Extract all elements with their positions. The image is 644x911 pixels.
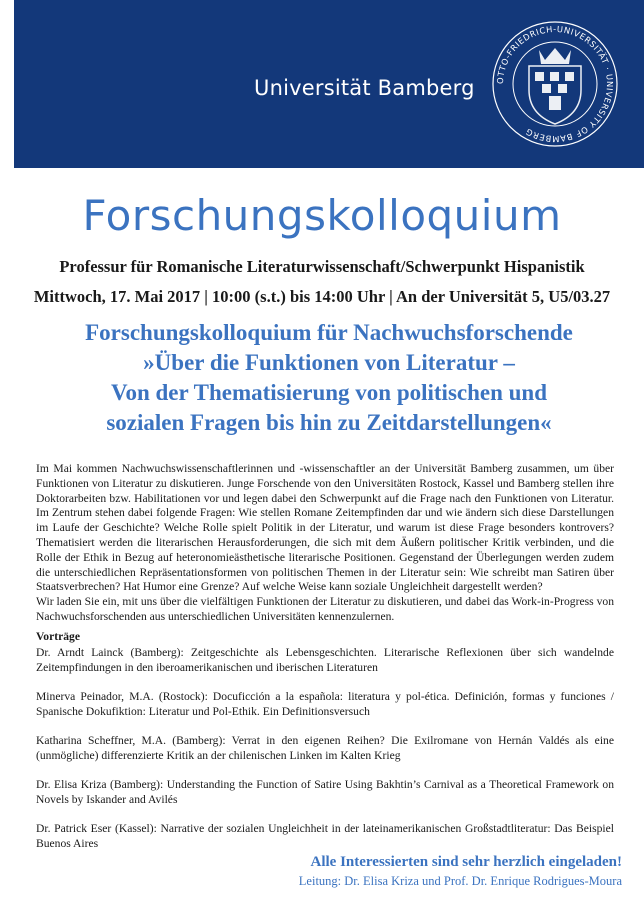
university-seal-logo (489, 18, 621, 150)
invitation-text: Alle Interessierten sind sehr herzlich eingeladen! (310, 854, 622, 870)
university-name: Universität Bamberg (254, 76, 475, 100)
event-title-line: sozialen Fragen bis hin zu Zeitdarstellungen« (106, 410, 552, 435)
talk-item: Katharina Scheffner, M.A. (Bamberg): Verrat in den eigenen Reihen? Die Exilromane von Hernán Valdés als eine (unmögliche) differenzierte Kritik an der chilenischen Linken im Kalten Krieg (36, 733, 614, 762)
abstract (36, 462, 614, 625)
svg-text:OTTO-FRIEDRICH-UNIVERSITÄT · U: OTTO-FRIEDRICH-UNIVERSITÄT · UNIVERSITY OF BAMBERG (494, 23, 616, 145)
event-title-line: Forschungskolloquium für Nachwuchsforschende (85, 320, 573, 345)
closing (299, 852, 622, 889)
event-title (14, 318, 644, 438)
talks-section (36, 630, 614, 866)
organizers-text: Leitung: Dr. Elisa Kriza und Prof. Dr. Enrique Rodrigues-Moura (298, 874, 622, 888)
page-title: Forschungskolloquium (82, 191, 562, 240)
talks-heading: Vorträge (36, 630, 80, 643)
abstract-paragraph: Wir laden Sie ein, mit uns über die vielfältigen Funktionen der Literatur zu diskutieren, und dabei das Work-in-Progress von Nachwuchsforschenden aus unterschiedlichen Universitäten kennenzulernen. (36, 595, 614, 623)
date-location-line: Mittwoch, 17. Mai 2017 | 10:00 (s.t.) bis 14:00 Uhr | An der Universität 5, U5/03.27 (33, 287, 611, 306)
abstract-paragraph: Im Mai kommen Nachwuchswissenschaftlerinnen und -wissenschaftler an der Universität Bamberg zusammen, um über Funktionen von Literatur zu diskutieren. Junge Forschende von den Universitäten Rostock, Kassel und Bamberg stellen ihre Doktorarbeiten bzw. Habilitationen vor und legen dabei den Schwerpunkt auf die Frage nach den Funktionen von Literatur. Im Zentrum stehen dabei folgende Fragen: Wie stellen Romane Zeitempfinden dar und wie ändern sich diese Darstellungen im Laufe der Geschichte? Welche Rolle spielt Politik in der Literatur, und warum ist diese Frage besonders kontrovers? Thematisiert werden die literarischen Herausforderungen, die sich mit dem Äußern politischer Kritik verbinden, und die Rolle der Ethik in Bezug auf heteronomieästhetische literarische Positionen. Gegenstand der Überlegungen werden zudem die unterschiedlichen Repräsentationsformen von politischen Themen in der Literatur sein: Wie schreibt man Satiren über Staatsverbrechen? Hat Humor eine Grenze? Auf welche Weise kann soziale Ungleichheit dargestellt werden? (36, 462, 614, 594)
talk-item: Dr. Patrick Eser (Kassel): Narrative der sozialen Ungleichheit in der lateinamerikanischen Großstadtliteratur: Das Beispiel Buenos Aires (36, 822, 614, 850)
subtitle: Professur für Romanische Literaturwissenschaft/Schwerpunkt Hispanistik (59, 257, 585, 276)
event-title-line: »Über die Funktionen von Literatur – (143, 350, 515, 375)
event-title-line: Von der Thematisierung von politischen und (110, 380, 548, 405)
talk-item: Dr. Arndt Lainck (Bamberg): Zeitgeschichte als Lebensgeschichten. Literarische Reflexionen über sich wandelnde Zeitempfindungen in den iberoamerikanischen und iberischen Literaturen (36, 645, 614, 674)
talk-item: Dr. Elisa Kriza (Bamberg): Understanding the Function of Satire Using Bakhtin’s Carnival as a Theoretical Framework on Novels by Iskander and Avilés (36, 778, 614, 806)
talk-item: Minerva Peinador, M.A. (Rostock): Docuficción a la española: literatura y pol-ética. Definición, formas y funciones / Spanische Dokufiktion: Literatur und Pol-Ethik. Ein Definitionsversuch (36, 689, 614, 718)
